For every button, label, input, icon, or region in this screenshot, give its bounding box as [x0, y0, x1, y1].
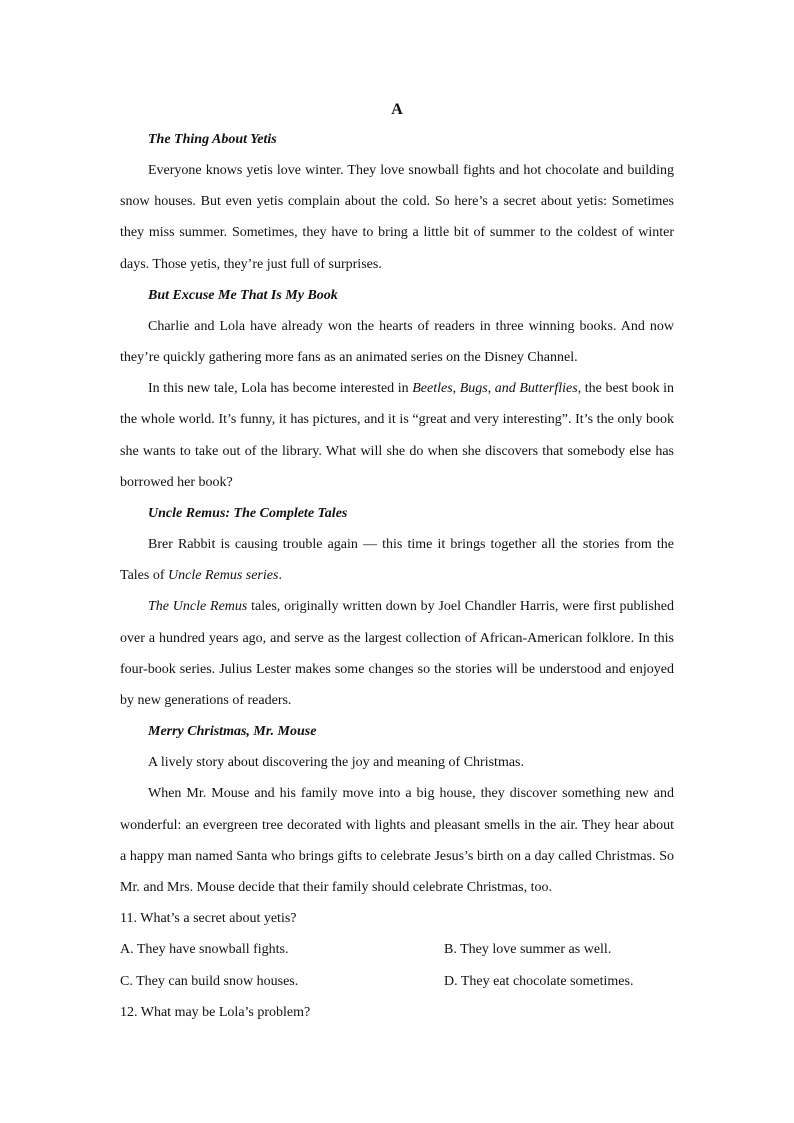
- book-description-uncle-remus-1: Brer Rabbit is causing trouble again — this time it brings together all the stories from the Tales of Uncle Remus series.: [120, 537, 674, 584]
- book-description-uncle-remus-2: The Uncle Remus tales, originally written down by Joel Chandler Harris, were first published over a hundred years ago, and serve as the largest collection of African-American folklore. In this four-book series. Julius Lester makes some changes so the stories will be understood and enjoyed by new generations of readers.: [120, 599, 674, 709]
- book-description-mr-mouse-1: A lively story about discovering the joy and meaning of Christmas.: [148, 755, 524, 771]
- option-d: D. They eat chocolate sometimes.: [444, 973, 634, 989]
- question-12: 12. What may be Lola’s problem?: [120, 1004, 311, 1020]
- option-b: B. They love summer as well.: [444, 942, 612, 958]
- book-description-yetis: Everyone knows yetis love winter. They love snowball fights and hot chocolate and building snow houses. But even yetis complain about the cold. So here’s a secret about yetis: Sometimes they miss summer. Sometimes, they have to bring a little bit of summer to the coldest of winter days. Those yetis, they’re just full of surprises.: [120, 163, 674, 272]
- question-11: 11. What’s a secret about yetis?: [120, 911, 297, 927]
- book-description-excuse-me-1: Charlie and Lola have already won the hearts of readers in three winning books. And now they’re quickly gathering more fans as an animated series on the Disney Channel.: [120, 318, 674, 366]
- option-c: C. They can build snow houses.: [120, 973, 299, 989]
- document-page: [120, 96, 674, 1028]
- book-description-excuse-me-2: In this new tale, Lola has become interested in Beetles, Bugs, and Butterflies, the best book in the whole world. It’s funny, it has pictures, and it is “great and very interesting”. It’s the only book she wants to take out of the library. What will she do when she discovers that somebody else has borrowed her book?: [120, 381, 675, 490]
- book-title-yetis: The Thing About Yetis: [148, 132, 277, 147]
- book-title-uncle-remus: Uncle Remus: The Complete Tales: [148, 506, 348, 522]
- book-title-mr-mouse: Merry Christmas, Mr. Mouse: [148, 724, 317, 740]
- book-title-excuse-me: But Excuse Me That Is My Book: [148, 287, 338, 303]
- question-11-options: [120, 934, 674, 996]
- section-label: A: [391, 101, 403, 118]
- book-description-mr-mouse-2: When Mr. Mouse and his family move into a big house, they discover something new and wonderful: an evergreen tree decorated with lights and pleasant smells in the air. They hear about a happy man named Santa who brings gifts to celebrate Jesus’s birth on a day called Christmas. So Mr. and Mrs. Mouse decide that their family should celebrate Christmas, too.: [120, 786, 674, 896]
- option-a: A. They have snowball fights.: [120, 942, 289, 958]
